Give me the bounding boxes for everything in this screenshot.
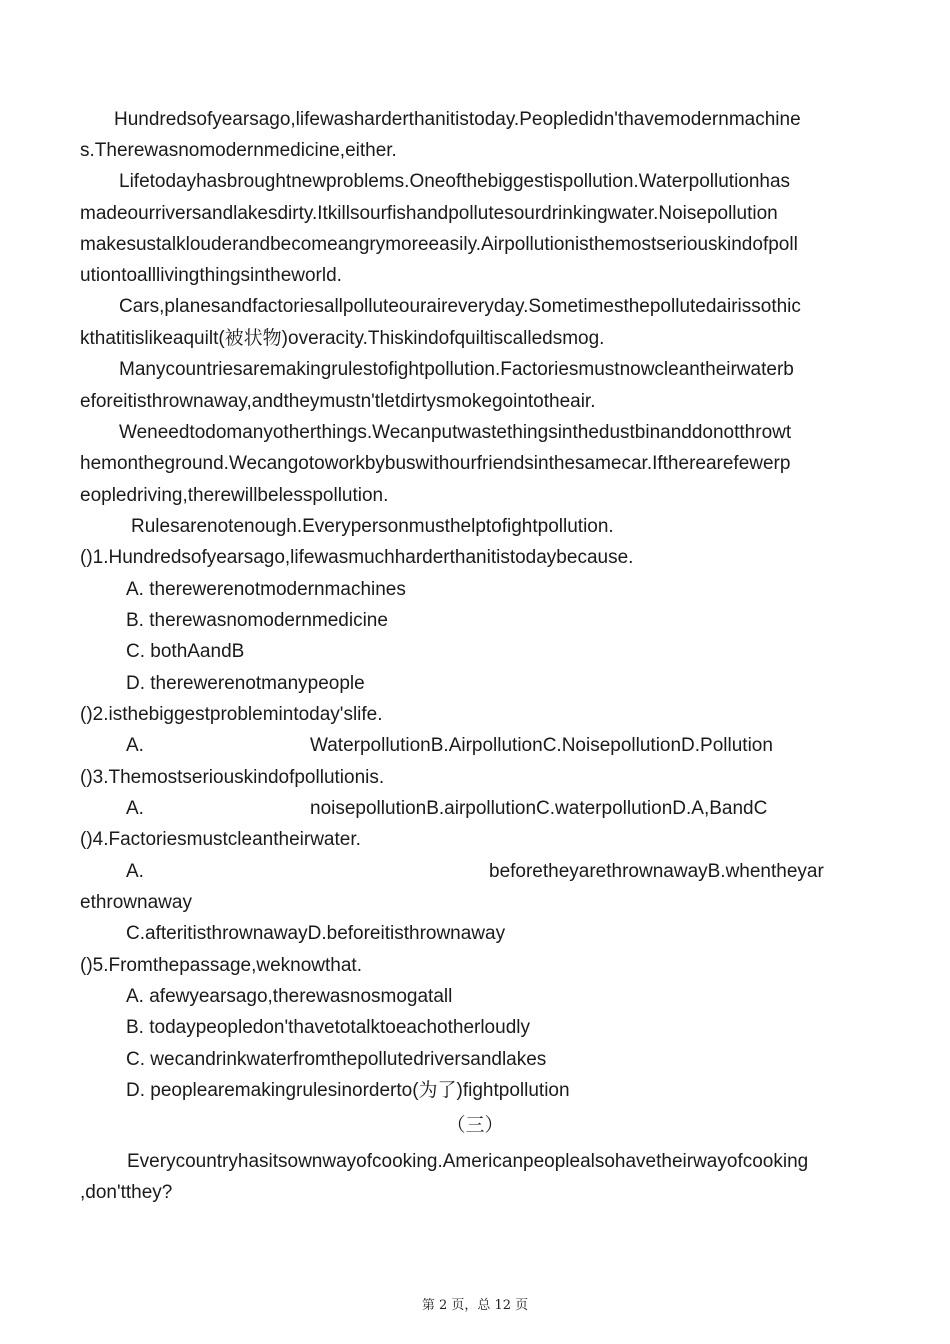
passage-line: eopledriving,therewillbelesspollution.	[80, 485, 389, 506]
passage-line: madeourriversandlakesdirty.Itkillsourfishandpollutesourdrinkingwater.Noisepollution	[80, 203, 778, 224]
passage-line: Rulesarenotenough.Everypersonmusthelptofightpollution.	[131, 516, 614, 537]
option-5d: D. peoplearemakingrulesinorderto(为了)fightpollution	[126, 1080, 570, 1101]
option-5b: B. todaypeopledon'thavetotalktoeachotherloudly	[126, 1017, 530, 1038]
option-5c: C. wecandrinkwaterfromthepollutedriversandlakes	[126, 1049, 547, 1070]
question-3: ()3.Themostseriouskindofpollutionis.	[80, 767, 385, 788]
option-1d: D. therewerenotmanypeople	[126, 673, 365, 694]
passage-line: Cars,planesandfactoriesallpolluteouraireveryday.Sometimesthepollutedairissothic	[119, 296, 801, 317]
option-2-choices: WaterpollutionB.AirpollutionC.NoisepollutionD.Pollution	[310, 735, 773, 756]
option-4-cd: C.afteritisthrownawayD.beforeitisthrownaway	[126, 923, 506, 944]
option-1c: C. bothAandB	[126, 641, 245, 662]
option-4-continued: ethrownaway	[80, 892, 192, 913]
option-4-choices: beforetheyarethrownawayB.whentheyar	[489, 861, 824, 882]
passage-line: Manycountriesaremakingrulestofightpollution.Factoriesmustnowcleantheirwaterb	[119, 359, 794, 380]
option-1a: A. therewerenotmodernmachines	[126, 579, 406, 600]
option-4a-label: A.	[126, 861, 144, 882]
option-2a-label: A.	[126, 735, 144, 756]
passage-line: eforeitisthrownaway,andtheymustn'tletdirtysmokegointotheair.	[80, 391, 596, 412]
passage-line: Everycountryhasitsownwayofcooking.Americanpeoplealsohavetheirwayofcooking	[127, 1151, 809, 1172]
question-5: ()5.Fromthepassage,weknowthat.	[80, 955, 362, 976]
question-2: ()2.isthebiggestproblemintoday'slife.	[80, 704, 383, 725]
option-3-choices: noisepollutionB.airpollutionC.waterpollutionD.A,BandC	[310, 798, 768, 819]
option-3a-label: A.	[126, 798, 144, 819]
passage-line: hemontheground.Wecangotoworkbybuswithourfriendsinthesamecar.Iftherearefewerp	[80, 453, 791, 474]
passage-line: s.Therewasnomodernmedicine,either.	[80, 140, 397, 161]
page-footer: 第 2 页，总 12 页	[421, 1298, 529, 1313]
passage-line: makesustalklouderandbecomeangrymoreeasily.Airpollutionisthemostseriouskindofpoll	[80, 234, 798, 255]
passage-line: Hundredsofyearsago,lifewasharderthanitistoday.Peopledidn'thavemodernmachine	[114, 109, 801, 130]
passage-line: Lifetodayhasbroughtnewproblems.Oneofthebiggestispollution.Waterpollutionhas	[119, 171, 791, 192]
option-5a: A. afewyearsago,therewasnosmogatall	[126, 986, 453, 1007]
option-1b: B. therewasnomodernmedicine	[126, 610, 388, 631]
passage-line: Weneedtodomanyotherthings.Wecanputwastethingsinthedustbinanddonotthrowt	[119, 422, 792, 443]
section-heading: （三）	[446, 1114, 504, 1136]
passage-line: utiontoalllivingthingsintheworld.	[80, 265, 342, 286]
question-1: ()1.Hundredsofyearsago,lifewasmuchharderthanitistodaybecause.	[80, 547, 634, 568]
passage-line: kthatitislikeaquilt(被状物)overacity.Thiskindofquiltiscalledsmog.	[80, 328, 605, 349]
question-4: ()4.Factoriesmustcleantheirwater.	[80, 829, 361, 850]
passage-line: ,don'tthey?	[80, 1182, 173, 1203]
